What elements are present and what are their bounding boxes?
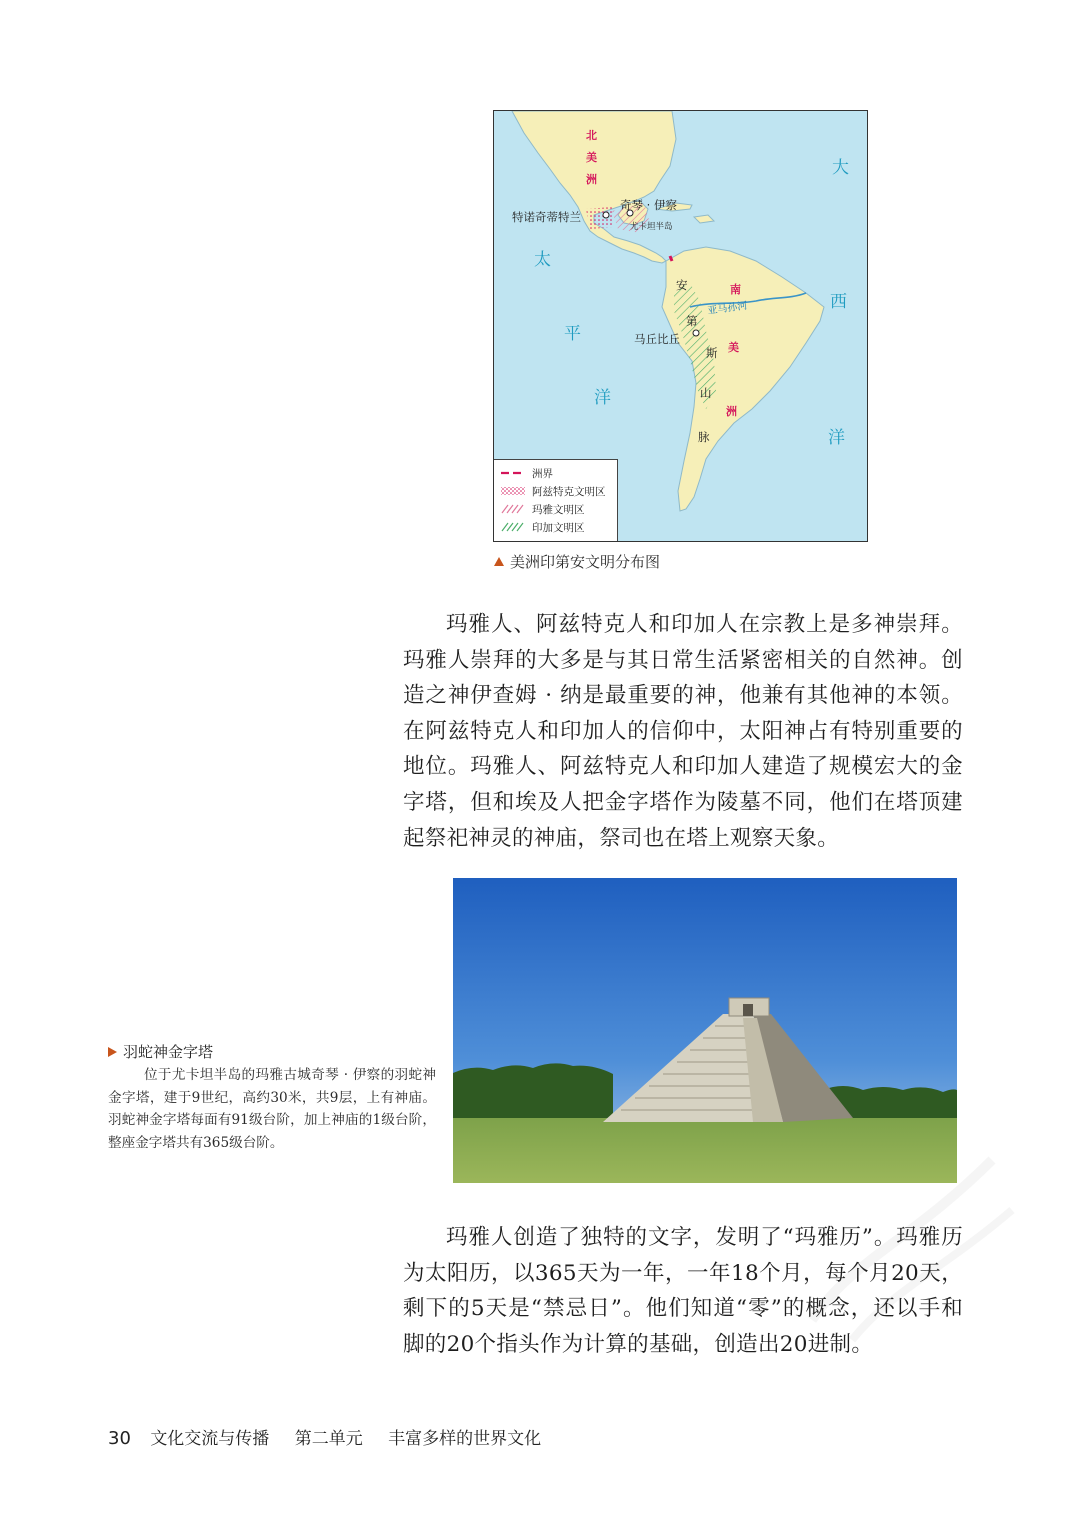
andes-label-4: 山: [700, 386, 712, 400]
north-america-label-2: 美: [586, 151, 597, 164]
machu-picchu-marker: [693, 330, 699, 336]
south-america-label-1: 南: [730, 283, 741, 296]
andes-label-1: 安: [676, 278, 688, 292]
north-america-label-1: 北: [586, 129, 597, 142]
teotihuacan-label: 特诺奇蒂特兰: [512, 210, 581, 224]
triangle-right-icon: [108, 1047, 117, 1057]
unit-number: 第二单元: [294, 1429, 363, 1449]
legend-label: 玛雅文明区: [532, 503, 585, 516]
photo-caption-title: 羽蛇神金字塔: [123, 1043, 214, 1061]
photo-caption: [108, 1041, 436, 1155]
legend-label: 阿兹特克文明区: [532, 485, 606, 498]
legend-aztec: [500, 482, 617, 500]
amazon-label: 亚马孙河: [706, 300, 749, 317]
photo-caption-title-row: [108, 1041, 436, 1062]
north-america-label-3: 洲: [586, 173, 597, 186]
legend-label: 印加文明区: [532, 521, 585, 534]
atlantic-label-1: 大: [832, 158, 849, 178]
legend-label: 洲界: [532, 467, 553, 480]
watermark-icon: [792, 1120, 1032, 1360]
legend-maya: [500, 500, 617, 518]
continent-boundary: [670, 256, 672, 261]
machu-picchu-label: 马丘比丘: [634, 332, 680, 346]
pacific-label-1: 太: [534, 250, 551, 270]
south-america-label-2: 美: [728, 341, 739, 354]
pacific-label-3: 洋: [594, 388, 611, 408]
temple-door: [743, 1004, 753, 1016]
yucatan-label: 尤卡坦半岛: [630, 222, 673, 232]
page-number: 30: [108, 1428, 131, 1449]
teotihuacan-marker: [603, 212, 609, 218]
andes-label-2: 第: [686, 314, 698, 328]
chichen-itza-label: 奇琴 · 伊察: [620, 198, 677, 212]
paragraph-religion: 玛雅人、阿兹特克人和印加人在宗教上是多神崇拜。玛雅人崇拜的大多是与其日常生活紧密相关的自然神。创造之神伊查姆 · 纳是最重要的神，他兼有其他神的本领。在阿兹特克人和印加人的信仰中，太阳神占有特别重要的地位。玛雅人、阿兹特克人和印加人建造了规模宏大的金字塔，但和埃及人把金字塔作为陵墓不同，他们在塔顶建起祭祀神灵的神庙，祭司也在塔上观察天象。: [403, 612, 963, 851]
americas-civilization-map: [493, 110, 868, 542]
pacific-label-2: 平: [564, 324, 581, 344]
legend-boundary: [500, 464, 617, 482]
south-america-label-3: 洲: [726, 405, 737, 418]
aztec-region: [586, 207, 614, 229]
photo-caption-body: 位于尤卡坦半岛的玛雅古城奇琴 · 伊察的羽蛇神金字塔，建于9世纪，高约30米，共9层，上有神庙。羽蛇神金字塔每面有91级台阶，加上神庙的1级台阶，整座金字塔共有365级台阶。: [108, 1067, 436, 1152]
book-title: 文化交流与传播: [150, 1429, 270, 1449]
andes-label-3: 斯: [706, 346, 718, 360]
unit-title: 丰富多样的世界文化: [388, 1429, 542, 1449]
paragraph-calendar: 玛雅人创造了独特的文字，发明了“玛雅历”。玛雅历为太阳历，以365天为一年，一年18个月，每个月20天，剩下的5天是“禁忌日”。他们知道“零”的概念，还以手和脚的20个指头作为计算的基础，创造出20进制。: [403, 1225, 963, 1357]
dash-line-icon: [500, 468, 526, 478]
legend-inca: [500, 518, 617, 536]
map-legend: [494, 459, 618, 541]
triangle-up-icon: [494, 557, 504, 566]
dotted-fill-icon: [500, 486, 526, 496]
green-hatch-icon: [500, 522, 526, 532]
atlantic-label-2: 西: [830, 292, 847, 312]
atlantic-label-3: 洋: [828, 428, 845, 448]
map-caption-text: 美洲印第安文明分布图: [510, 553, 661, 571]
page-footer: [108, 1424, 541, 1449]
pink-hatch-icon: [500, 504, 526, 514]
andes-label-5: 脉: [698, 430, 710, 444]
map-caption: [494, 551, 660, 572]
